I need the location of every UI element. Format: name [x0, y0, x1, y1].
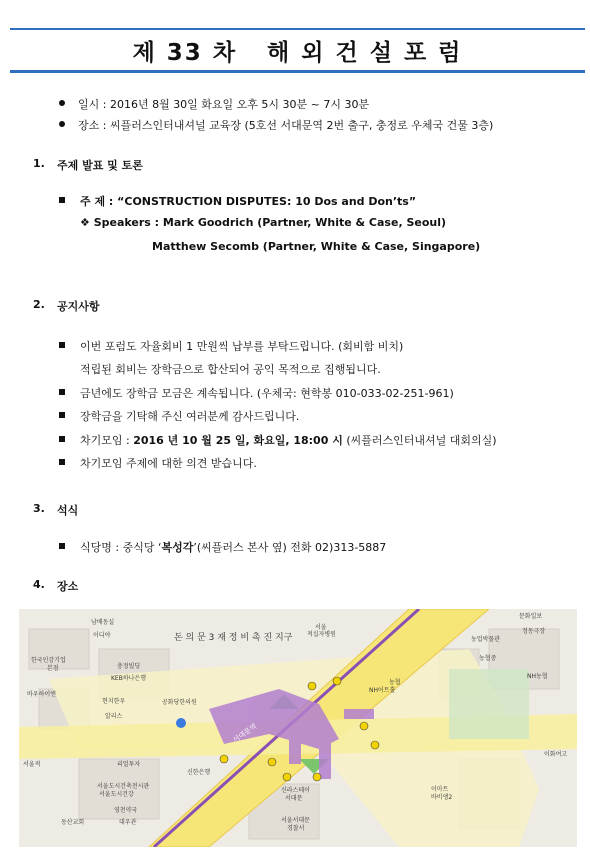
- notice-5: 차기모임 주제에 대한 의견 받습니다.: [80, 457, 257, 470]
- speaker-1: ❖ Speakers : Mark Goodrich (Partner, White & Case, Seoul): [80, 216, 447, 229]
- speaker-2: Matthew Secomb (Partner, White & Case, Singapore): [152, 240, 481, 253]
- notice-1b: 적립된 회비는 장학금으로 합산되어 공익 목적으로 집행됩니다.: [80, 363, 381, 376]
- document-title: 제 33 차 해 외 건 설 포 럼: [132, 40, 463, 66]
- topic-line: 주 제 : “CONSTRUCTION DISPUTES: 10 Dos and Don’ts”: [80, 195, 417, 208]
- bullet-square-icon: [59, 543, 65, 549]
- dinner-info: 식당명 : 중식당 ‘복성각’(씨플러스 본사 옆) 전화 02)313-5887: [80, 541, 387, 554]
- map-labels: 남배동실 이디야 한국인감기업 본점 충정빌딩 KEB하나은행 바우하이엔 현지한우 알리스 공화당한의원 돈 의 문 3 재 정 비 촉 진 지구 서울 적십자병원 문화일보 정동극장 농업박물관 농협중 NH농협 농협 NH어트홀 이화여고 이마트 바비앵2 신한은행 신라스테이 서대문 서울서대문 경찰서 서울도시건축전시관 대우관 리얼투자 영천약국 동산교회 서울도시건강 서울적 서대문역: [23, 613, 568, 832]
- info-date: 일시 : 2016년 8월 30일 화요일 오후 5시 30분 ~ 7시 30분: [78, 98, 370, 111]
- bullet-dot-icon: [59, 121, 65, 127]
- location-map[interactable]: [19, 609, 577, 847]
- notice-3: 장학금을 기탁해 주신 여러분께 감사드립니다.: [80, 410, 300, 423]
- bullet-dot-icon: [59, 100, 65, 106]
- notice-4: 차기모임 : 2016 년 10 월 25 일, 화요일, 18:00 시 (씨플러스인터내셔널 대회의실): [80, 434, 497, 447]
- bullet-square-icon: [59, 389, 65, 395]
- notice-2: 금년에도 장학금 모금은 계속됩니다. (우체국: 현학봉 010-033-02-251-961): [80, 387, 454, 400]
- notice-1a: 이번 포럼도 자율회비 1 만원씩 납부를 부탁드립니다. (회비함 비치): [80, 340, 404, 353]
- bullet-square-icon: [59, 197, 65, 203]
- bullet-square-icon: [59, 412, 65, 418]
- bullet-square-icon: [59, 342, 65, 348]
- bullet-square-icon: [59, 459, 65, 465]
- title-bar: [10, 31, 585, 73]
- info-venue: 장소 : 씨플러스인터내셔널 교육장 (5호선 서대문역 2번 출구, 충정로 우체국 건물 3층): [78, 119, 494, 132]
- bullet-square-icon: [59, 436, 65, 442]
